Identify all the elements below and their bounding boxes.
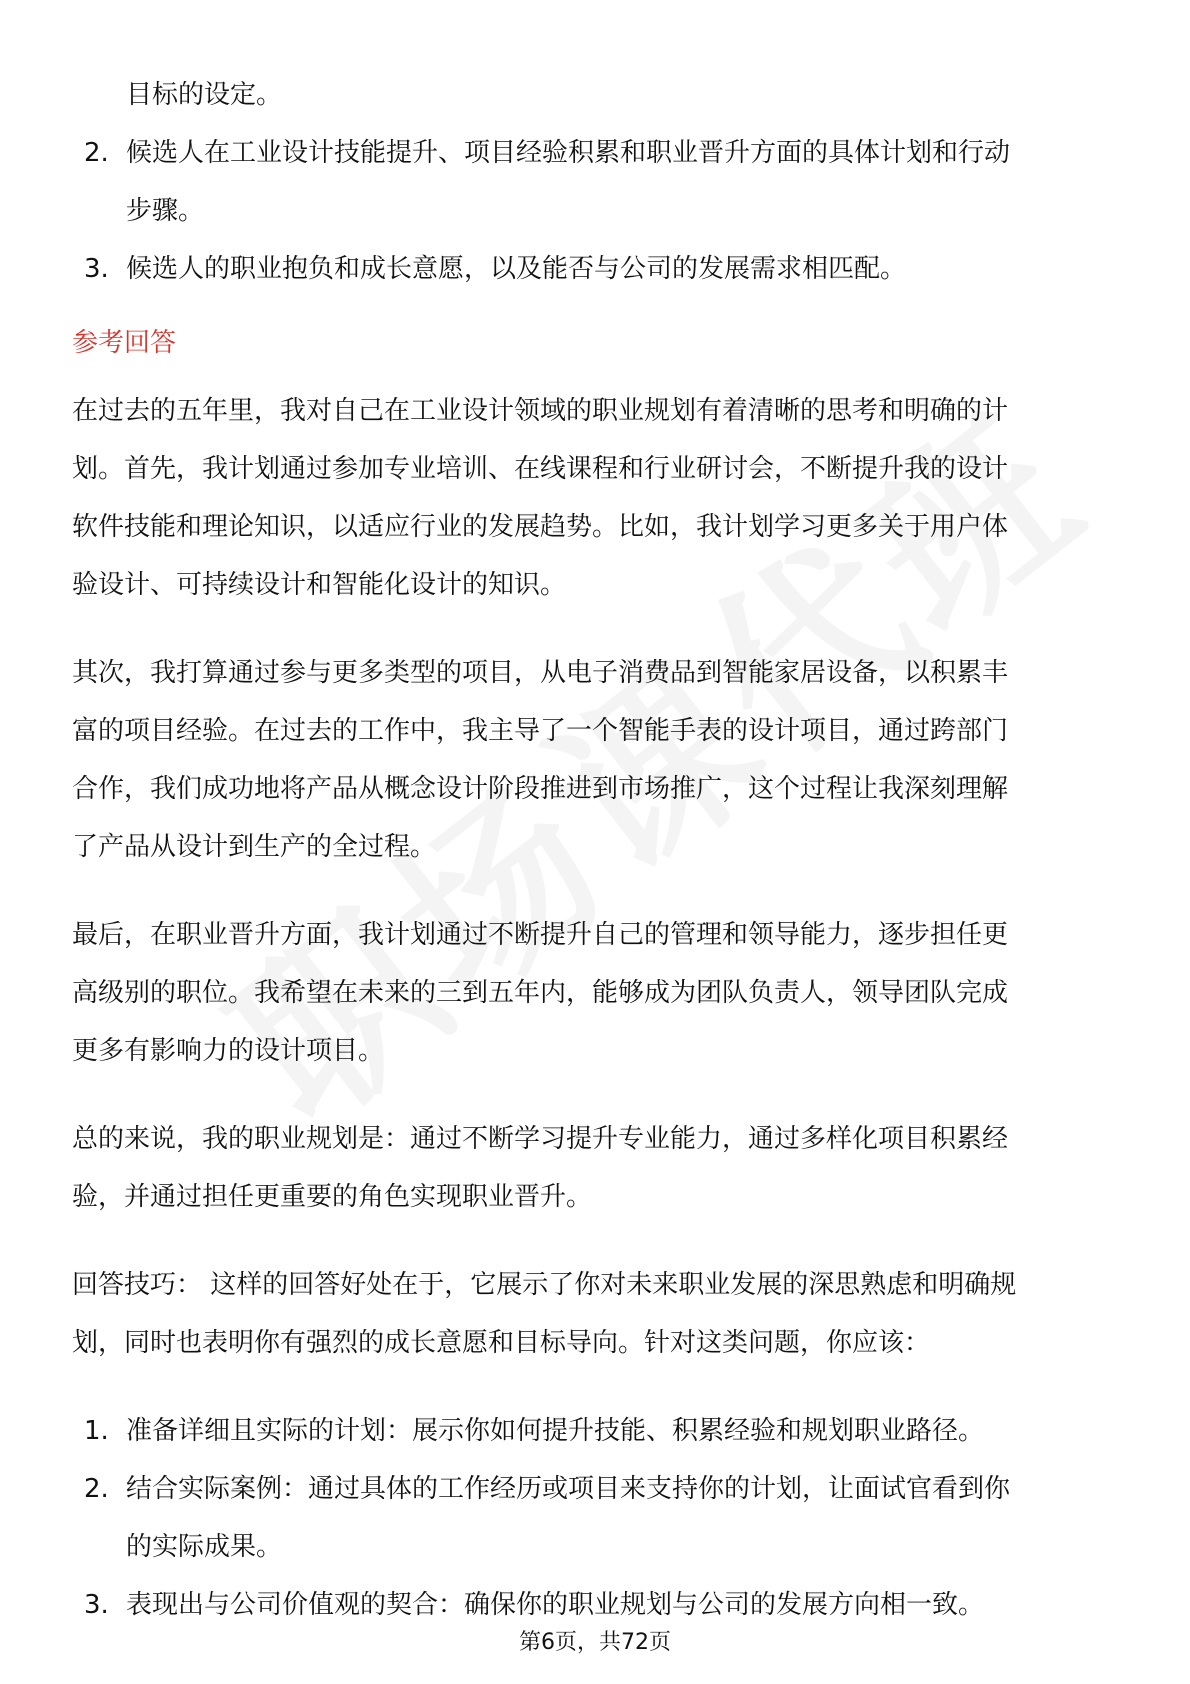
- paragraph-line: 划。首先，我计划通过参加专业培训、在线课程和行业研讨会，不断提升我的设计: [72, 454, 1009, 484]
- list-item-line: 结合实际案例：通过具体的工作经历或项目来支持你的计划，让面试官看到你: [126, 1474, 1011, 1504]
- paragraph-line: 验，并通过担任更重要的角色实现职业晋升。: [72, 1182, 593, 1212]
- list-number: 2.: [84, 138, 109, 168]
- list-item-line: 表现出与公司价值观的契合：确保你的职业规划与公司的发展方向相一致。: [126, 1590, 985, 1620]
- list-item: [72, 1402, 1132, 1460]
- section-title: 参考回答: [72, 328, 177, 358]
- paragraph-line: 验设计、可持续设计和智能化设计的知识。: [72, 570, 567, 600]
- list-item-line: 准备详细且实际的计划：展示你如何提升技能、积累经验和规划职业路径。: [126, 1416, 985, 1446]
- paragraph: [72, 1110, 1132, 1226]
- paragraph-line: 划，同时也表明你有强烈的成长意愿和目标导向。针对这类问题，你应该：: [72, 1328, 931, 1358]
- page-footer: 第6页，共72页: [519, 1630, 671, 1655]
- list-item: [72, 1576, 1132, 1634]
- list-number: 3.: [84, 1590, 109, 1620]
- list-item-line: 目标的设定。: [126, 80, 283, 110]
- paragraph-line: 其次，我打算通过参与更多类型的项目，从电子消费品到智能家居设备，以积累丰: [72, 658, 1009, 688]
- list-item: [72, 66, 1132, 124]
- list-item-line: 候选人在工业设计技能提升、项目经验积累和职业晋升方面的具体计划和行动: [126, 138, 1011, 168]
- list-item: [72, 1460, 1132, 1576]
- paragraph-line: 更多有影响力的设计项目。: [72, 1036, 385, 1066]
- paragraph-line: 了产品从设计到生产的全过程。: [72, 832, 437, 862]
- answer-tips-paragraph: [72, 1256, 1132, 1372]
- paragraph-line: 富的项目经验。在过去的工作中，我主导了一个智能手表的设计项目，通过跨部门: [72, 716, 1009, 746]
- top-list: [72, 66, 1132, 298]
- list-item-line: 的实际成果。: [126, 1532, 283, 1562]
- paragraph-line: 在过去的五年里，我对自己在工业设计领域的职业规划有着清晰的思考和明确的计: [72, 396, 1009, 426]
- paragraph-line: 总的来说，我的职业规划是：通过不断学习提升专业能力，通过多样化项目积累经: [72, 1124, 1009, 1154]
- paragraph-line: 高级别的职位。我希望在未来的三到五年内，能够成为团队负责人，领导团队完成: [72, 978, 1009, 1008]
- paragraph: [72, 382, 1132, 614]
- list-number: 1.: [84, 1416, 109, 1446]
- paragraph-line: 最后，在职业晋升方面，我计划通过不断提升自己的管理和领导能力，逐步担任更: [72, 920, 1009, 950]
- page-content: [72, 66, 1132, 1634]
- tips-list: [72, 1402, 1132, 1634]
- list-item: [72, 240, 1132, 298]
- list-number: 3.: [84, 254, 109, 284]
- list-item-line: 步骤。: [126, 196, 205, 226]
- paragraph-line: 合作，我们成功地将产品从概念设计阶段推进到市场推广，这个过程让我深刻理解: [72, 774, 1009, 804]
- list-item: [72, 124, 1132, 240]
- paragraph-line: 软件技能和理论知识，以适应行业的发展趋势。比如，我计划学习更多关于用户体: [72, 512, 1009, 542]
- list-number: 2.: [84, 1474, 109, 1504]
- list-item-line: 候选人的职业抱负和成长意愿，以及能否与公司的发展需求相匹配。: [126, 254, 907, 284]
- paragraph: [72, 906, 1132, 1080]
- paragraph: [72, 644, 1132, 876]
- paragraph-line: 回答技巧： 这样的回答好处在于，它展示了你对未来职业发展的深思熟虑和明确规: [72, 1270, 1017, 1300]
